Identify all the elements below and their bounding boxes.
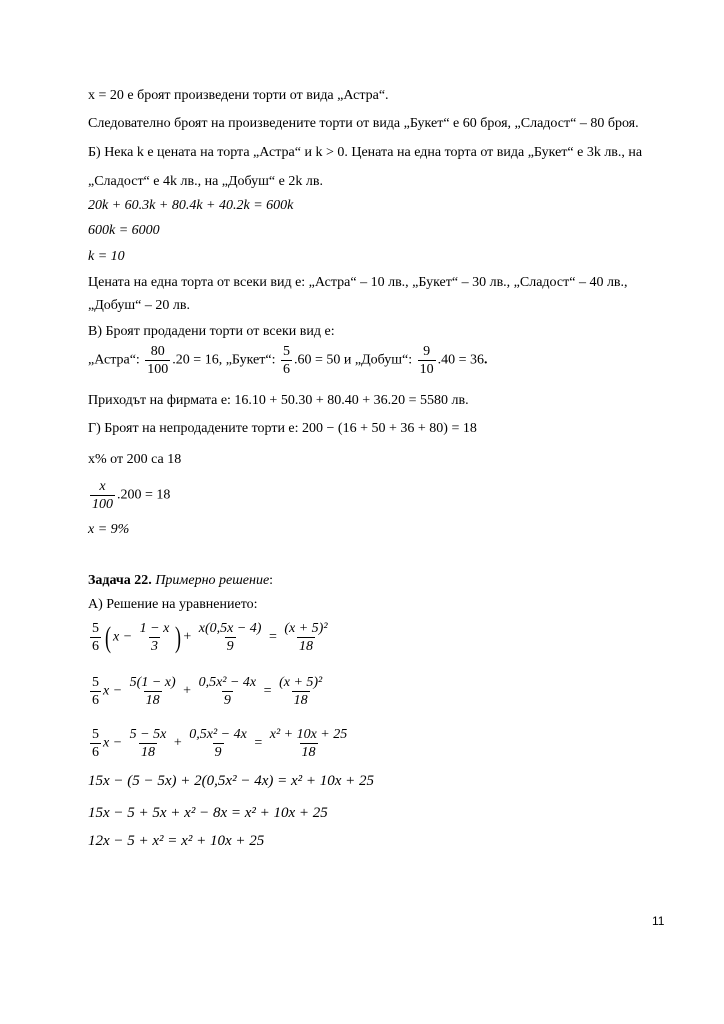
task-subtitle: Примерно решение: [155, 573, 270, 588]
equation-3: $\frac{5}{6}$ x − $\frac{5 - 5x}{18}$ + $\frac{\text{0,5x² − 4x}}{9}$ = $\frac{\text{x² + 10x + 25}}{18}$: [92, 727, 348, 760]
equation-1: $\frac{5}{6}$ ( x − $\frac{1 - x}{3}$ ) + $\frac{x(0,5x - 4)}{9}$ = $\frac{\text{(x + 5)²}}{18}$: [92, 620, 328, 654]
fraction-poly-over-9: $\frac{\text{0,5x² − 4x}}{9}$: [189, 727, 247, 760]
equation-result-percent: x = 9%: [88, 522, 130, 537]
fraction-x-term-over-9: $\frac{x(0,5x - 4)}{9}$: [198, 621, 262, 654]
fraction-percent: $\frac{x}{100}$: [92, 479, 113, 512]
line-buket-sladost-count: Следователно броят на произведените торти от вида „Букет“ е 60 броя, „Сладост“ – 80 броя.: [88, 116, 639, 131]
line-price-def-cont: „Сладост“ е 4k лв., на „Добуш“ е 2k лв.: [88, 174, 323, 189]
line-percent-intro: x% от 200 са 18: [88, 452, 182, 467]
equation-percent: $\frac{x}{100}$ .200 = 18: [92, 479, 171, 512]
line-prices: Цената на една торта от всеки вид е: „Астра“ – 10 лв., „Букет“ – 30 лв., „Сладост“ – 40 лв.,: [88, 275, 628, 290]
fraction-5-minus-5x-over-18: $\frac{5 - 5x}{18}$: [129, 727, 167, 760]
line-equation-intro: А) Решение на уравнението:: [88, 597, 258, 612]
astra-label: „Астра“:: [88, 352, 140, 368]
fraction-1-minus-x-over-3: $\frac{1 - x}{3}$: [139, 621, 170, 654]
line-price-def: Б) Нека k е цената на торта „Астра“ и k > 0. Цената на една торта от вида „Букет“ е 3k лв., на: [88, 145, 643, 160]
line-revenue: Приходът на фирмата е: 16.10 + 50.30 + 80.40 + 36.20 = 5580 лв.: [88, 393, 469, 408]
fraction-dobush: $\frac{9}{10}$: [419, 344, 434, 377]
fraction-5-1-minus-x-over-18: $\frac{5(1 - x)}{18}$: [129, 675, 176, 708]
line-unsold: Г) Броят на непродадените торти е: 200 − (16 + 50 + 36 + 80) = 18: [88, 421, 477, 436]
fraction-poly-over-9: $\frac{\text{0,5x² − 4x}}{9}$: [198, 675, 257, 708]
fraction-astra: $\frac{80}{100}$: [147, 344, 169, 377]
equation-4: 15x − (5 − 5x) + 2(0,5x² − 4x) = x² + 10x + 25: [88, 773, 375, 789]
fraction-square-over-18: $\frac{\text{(x + 5)²}}{18}$: [279, 675, 323, 708]
equation-price-sum: 20k + 60.3k + 80.4k + 40.2k = 600k: [88, 198, 294, 213]
buket-label: , „Букет“:: [218, 352, 276, 368]
equation-600k: 600k = 6000: [88, 223, 160, 238]
line-astra-count: x = 20 е броят произведени торти от вида „Астра“.: [88, 88, 389, 103]
task-22-heading: Задача 22. Примерно решение:: [88, 573, 274, 588]
line-sold-heading: В) Броят продадени торти от всеки вид е:: [88, 324, 335, 339]
equation-k: k = 10: [88, 249, 125, 264]
fraction-square-over-18: $\frac{\text{(x + 5)²}}{18}$: [284, 621, 328, 654]
task-title: Задача 22.: [88, 573, 152, 588]
fraction-expanded-over-18: $\frac{\text{x² + 10x + 25}}{18}$: [269, 727, 348, 760]
equation-6: 12x − 5 + x² = x² + 10x + 25: [88, 833, 265, 849]
page-number: 11: [652, 914, 665, 928]
line-sold-counts: „Астра“: $\frac{80}{100}$ .20 = 16, „Букет“: $\frac{5}{6}$ .60 = 50 и „Добуш“: $\frac{9}{10}$ .40 = 36.: [88, 344, 488, 377]
equation-5: 15x − 5 + 5x + x² − 8x = x² + 10x + 25: [88, 805, 328, 821]
dobush-label: и „Добуш“:: [343, 352, 413, 368]
equation-2: $\frac{5}{6}$ x − $\frac{5(1 - x)}{18}$ + $\frac{\text{0,5x² − 4x}}{9}$ = $\frac{\text{(x + 5)²}}{18}$: [92, 675, 323, 708]
fraction-5-6: $\frac{5}{6}$: [92, 621, 99, 654]
fraction-5-6: $\frac{5}{6}$: [92, 727, 99, 760]
fraction-5-6: $\frac{5}{6}$: [92, 675, 99, 708]
line-prices-cont: „Добуш“ – 20 лв.: [88, 298, 190, 313]
fraction-buket: $\frac{5}{6}$: [283, 344, 290, 377]
